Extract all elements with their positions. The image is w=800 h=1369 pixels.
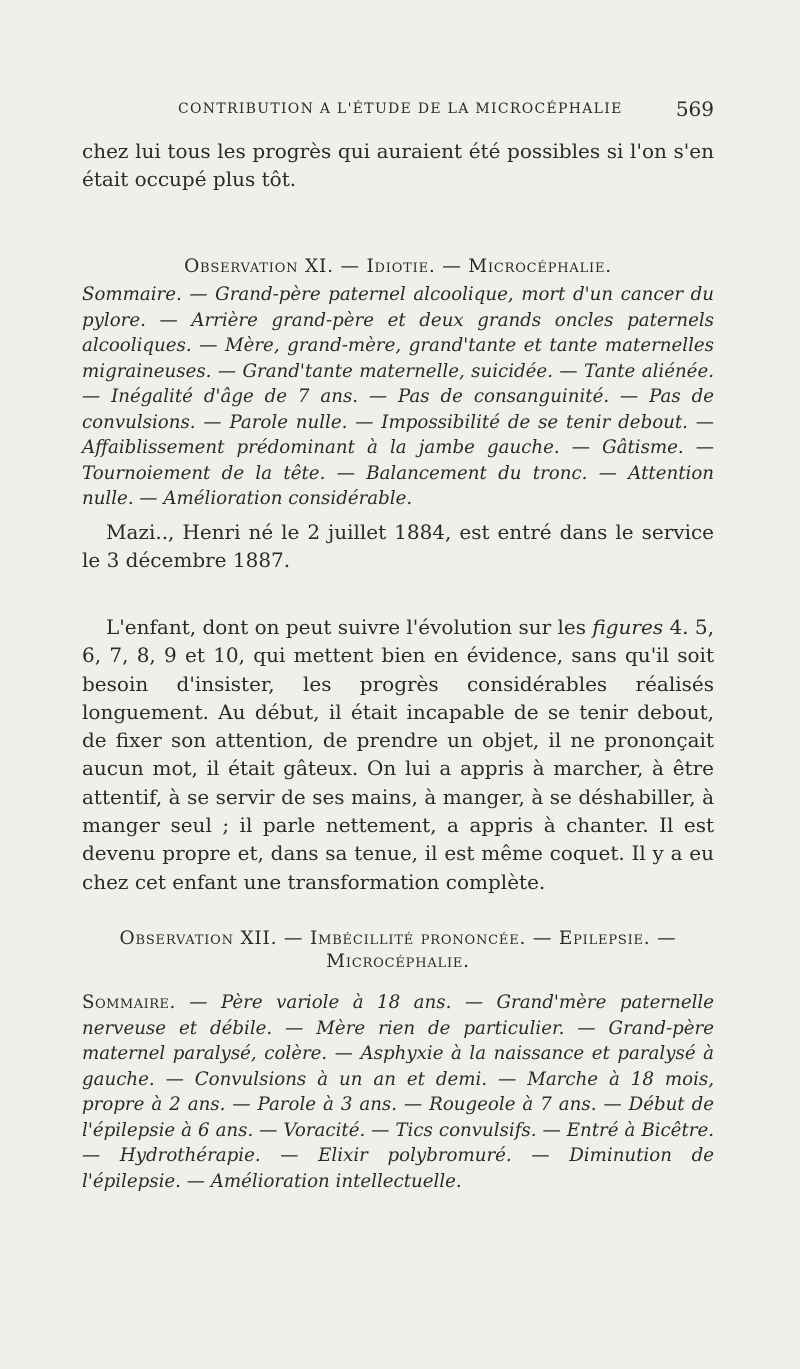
- observation-12-heading: [82, 928, 714, 972]
- summary-text: — Grand-père paternel alcoolique, mort d'un cancer du pylore. — Arrière grand-père et deux grands oncles paternels alcooliques. — Mère, grand-mère, grand'tante et tante maternelles migraineuses. — Grand'tante maternelle, suicidée. — Tante aliénée. — Inégalité d'âge de 7 ans. — Pas de consanguinité. — Pas de convulsions. — Parole nulle. — Impossibilité de se tenir debout. — Affaiblissement prédominant à la jambe gauche. — Gâtisme. — Tournoiement de la tête. — Balancement du tronc. — Attention nulle. — Amélioration considérable.: [82, 284, 714, 509]
- heading-line-2: Microcéphalie.: [326, 951, 470, 972]
- running-title: CONTRIBUTION A L'ÉTUDE DE LA MICROCÉPHALIE: [178, 101, 623, 117]
- paragraph-text: L'enfant, dont on peut suivre l'évolution sur les: [106, 615, 593, 639]
- observation-11-heading: Observation XI. — Idiotie. — Microcéphalie.: [184, 256, 612, 277]
- page-number: 569: [675, 97, 714, 121]
- heading-line-1: Observation XII. — Imbécillité prononcée. — Epilepsie. —: [119, 928, 677, 949]
- observation-11-paragraph-1: Mazi.., Henri né le 2 juillet 1884, est entré dans le service le 3 décembre 1887.: [82, 520, 714, 573]
- summary-lead: Sommaire.: [82, 284, 182, 305]
- observation-12-summary: [82, 990, 714, 1194]
- running-head: [82, 97, 714, 125]
- summary-lead: Sommaire.: [82, 992, 176, 1013]
- observation-11-summary: [82, 282, 714, 512]
- continuation-paragraph: chez lui tous les progrès qui auraient été possibles si l'on s'en était occupé plus tôt.: [82, 139, 714, 192]
- summary-text: — Père variole à 18 ans. — Grand'mère paternelle nerveuse et débile. — Mère rien de particulier. — Grand-père maternel paralysé, colère. — Asphyxie à la naissance et paralysé à gauche. — Convulsions à un an et demi. — Marche à 18 mois, propre à 2 ans. — Parole à 3 ans. — Rougeole à 7 ans. — Début de l'épilepsie à 6 ans. — Voracité. — Tics convulsifs. — Entré à Bicêtre. — Hydrothérapie. — Elixir polybromuré. — Diminution de l'épilepsie. — Amélioration intellectuelle.: [82, 992, 714, 1192]
- observation-11-paragraph-2: [82, 613, 714, 896]
- paragraph-text: 4. 5, 6, 7, 8, 9 et 10, qui mettent bien en évidence, sans qu'il soit besoin d'insister, les progrès considérables réalisés longuement. Au début, il était incapable de se tenir debout, de fixer son attention, de prendre un objet, il ne prononçait aucun mot, il était gâteux. On lui a appris à marcher, à être attentif, à se servir de ses mains, à manger, à se déshabiller, à manger seul ; il parle nettement, a appris à chanter. Il est devenu propre et, dans sa tenue, il est même coquet. Il y a eu chez cet enfant une transformation complète.: [82, 615, 714, 894]
- figures-reference: figures: [592, 615, 664, 639]
